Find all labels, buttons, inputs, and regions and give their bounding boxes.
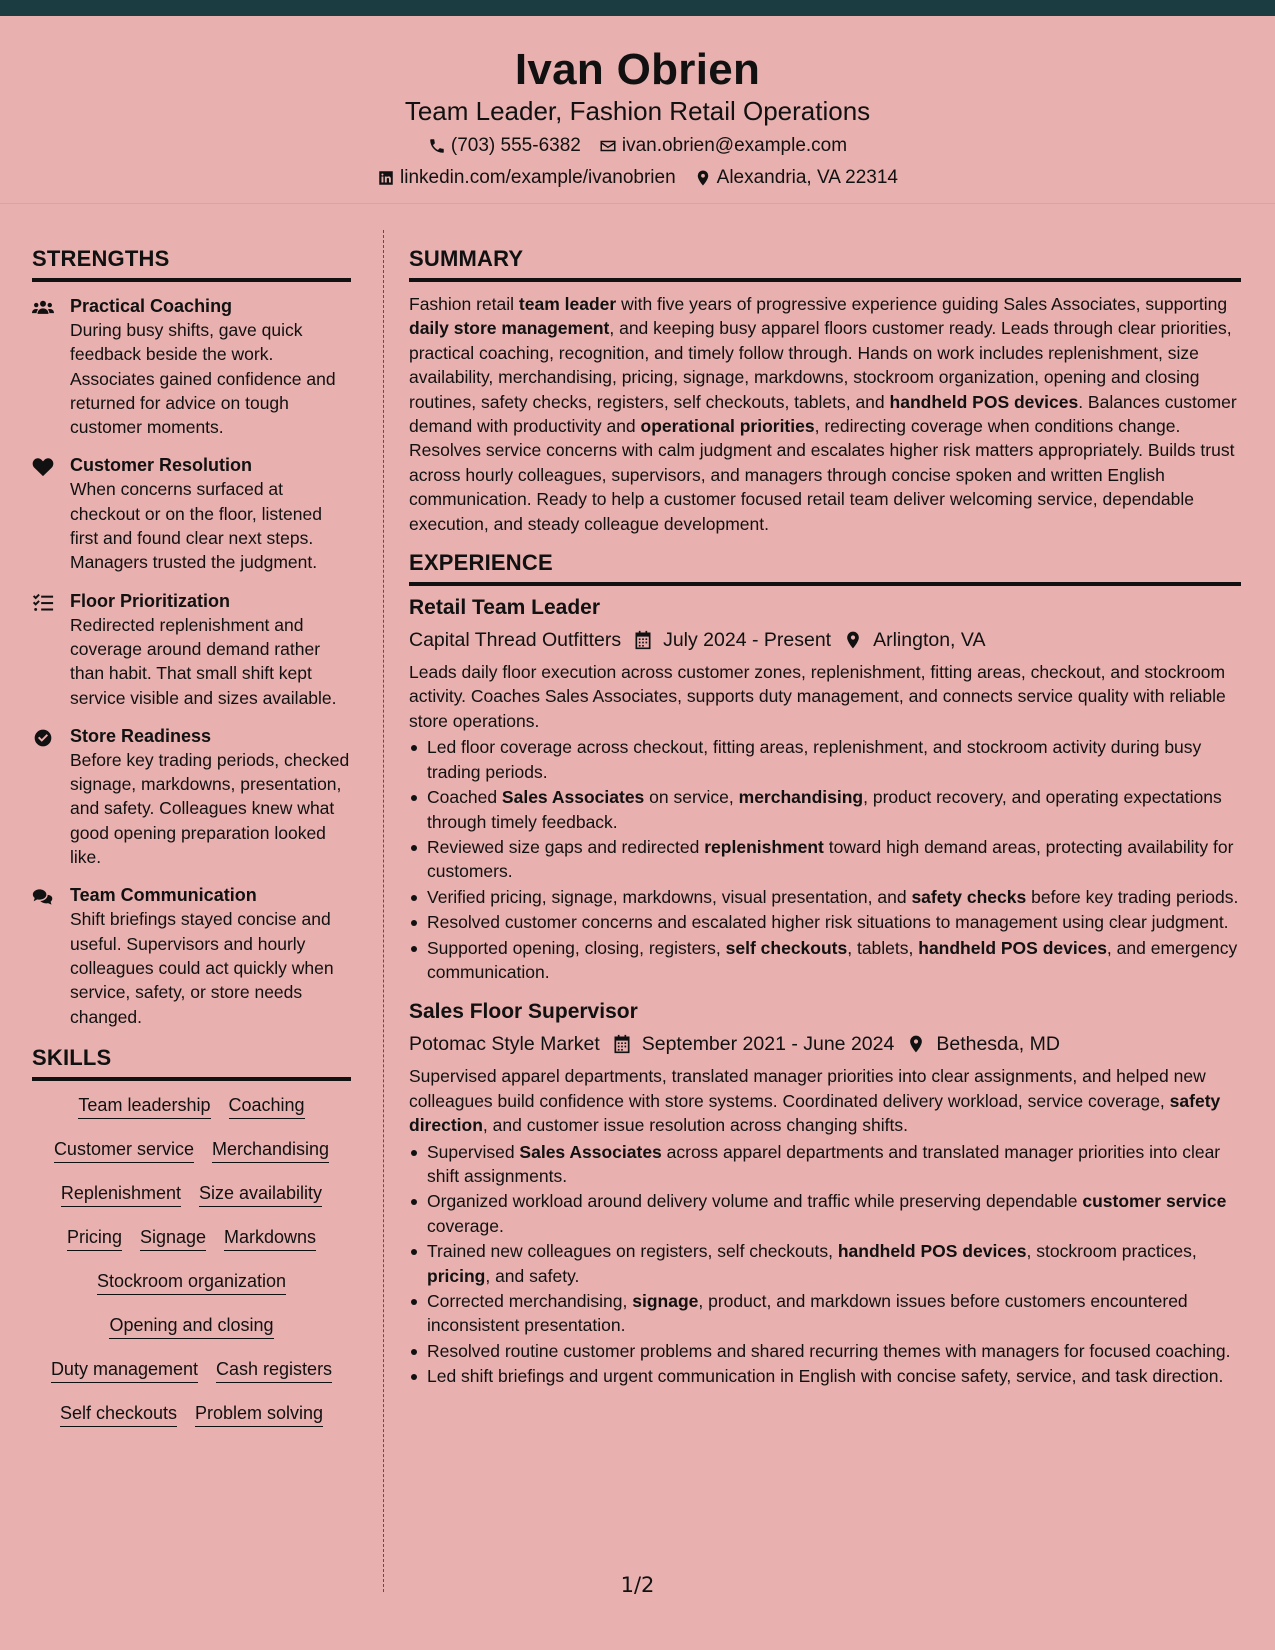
check-circle-icon [32,728,54,748]
right-column [409,244,1241,1390]
skill-tag: Customer service [54,1137,194,1163]
phone-icon [428,137,446,155]
job-dates: September 2021 - June 2024 [641,1033,895,1056]
skill-tag: Self checkouts [60,1401,177,1427]
strength-title: Floor Prioritization [70,590,230,611]
job-bullet: Supported opening, closing, registers, self checkouts, tablets, handheld POS devices, and emergency communication. [409,936,1241,985]
calendar-icon [633,630,653,650]
phone-contact[interactable] [428,134,581,158]
job-bullets [409,1140,1241,1389]
skills-list [32,1093,351,1427]
job-bullet: Resolved customer concerns and escalated higher risk situations to management using clear judgment. [409,910,1241,934]
linkedin-icon [377,169,395,187]
strength-item [32,883,351,1028]
strength-item [32,724,351,869]
strength-title: Customer Resolution [70,455,253,476]
job-bullet: Supervised Sales Associates across apparel departments and translated manager priorities into clear shift assignments. [409,1140,1241,1189]
job-bullets [409,735,1241,984]
job-bullet: Reviewed size gaps and redirected replenishment toward high demand areas, protecting availability for customers. [409,835,1241,884]
strength-title: Team Communication [70,885,257,906]
summary-section [409,244,1241,536]
job-dates: July 2024 - Present [663,629,832,652]
skill-tag: Pricing [67,1225,122,1251]
job-entry [409,594,1241,984]
location-contact [694,166,898,190]
skill-tag: Team leadership [78,1093,210,1119]
comments-icon [32,887,54,907]
skill-tag: Problem solving [195,1401,323,1427]
phone-text: (703) 555-6382 [450,135,581,156]
email-contact[interactable] [599,134,847,158]
heart-icon [32,457,54,477]
job-meta [409,626,1241,654]
job-bullet: Verified pricing, signage, markdowns, visual presentation, and safety checks before key trading periods. [409,885,1241,909]
summary-text: Fashion retail team leader with five years of progressive experience guiding Sales Associates, supporting daily store management, and keeping busy apparel floors customer ready. Leads through clear priorities, practical coaching, recognition, and timely follow through. Hands on work includes replenishment, size availability, merchandising, pricing, signage, markdowns, stockroom organization, opening and closing routines, safety checks, registers, self checkouts, tablets, and handheld POS devices. Balances customer demand with productivity and operational priorities, redirecting coverage when conditions change. Resolves service concerns with calm judgment and escalates higher risk matters appropriately. Builds trust across hourly colleagues, supervisors, and managers through concise spoken and written English communication. Ready to help a customer focused retail team deliver welcoming service, dependable execution, and steady colleague development. [409,294,1237,534]
job-location: Arlington, VA [873,629,986,652]
job-bullet: Organized workload around delivery volume and traffic while preserving dependable customer service coverage. [409,1189,1241,1238]
top-bar [0,0,1275,16]
strengths-heading: STRENGTHS [32,244,351,282]
strength-text: Redirected replenishment and coverage around demand rather than habit. That small shift kept service visible and sizes available. [70,614,337,708]
skills-heading: SKILLS [32,1043,351,1081]
strength-item [32,589,351,710]
job-bullet: Resolved routine customer problems and shared recurring themes with managers for focused coaching. [409,1339,1241,1363]
skill-tag: Cash registers [216,1357,332,1383]
job-description: Supervised apparel departments, translated manager priorities into clear assignments, and helped new colleagues build confidence with store systems. Coordinated delivery workload, service coverage, safety direction, and customer issue resolution across changing shifts. [409,1066,1221,1136]
strengths-section [32,244,351,1029]
linkedin-contact[interactable] [377,166,676,190]
contact-row-2 [0,166,1275,190]
header-separator [0,203,1275,204]
job-bullet: Led shift briefings and urgent communication in English with concise safety, service, and task direction. [409,1364,1241,1388]
job-bullet: Led floor coverage across checkout, fitting areas, replenishment, and stockroom activity during busy trading periods. [409,735,1241,784]
skill-tag: Opening and closing [109,1313,273,1339]
job-company: Capital Thread Outfitters [409,629,622,652]
skill-tag: Markdowns [224,1225,316,1251]
list-check-icon [32,593,54,613]
job-location: Bethesda, MD [936,1033,1060,1056]
contact-row-1 [0,134,1275,158]
job-meta [409,1030,1241,1058]
left-column [32,244,351,1427]
skills-section [32,1043,351,1427]
strength-title: Practical Coaching [70,296,233,316]
skill-tag: Replenishment [61,1181,181,1207]
candidate-headline: Team Leader, Fashion Retail Operations [404,96,871,126]
calendar-icon [612,1034,632,1054]
experience-section [409,548,1241,1389]
candidate-name: Ivan Obrien [514,45,761,94]
map-pin-icon [694,169,712,187]
linkedin-text: linkedin.com/example/ivanobrien [400,167,676,188]
users-icon [32,298,54,318]
job-entry [409,998,1241,1388]
skill-tag: Size availability [199,1181,322,1207]
strength-text: During busy shifts, gave quick feedback beside the work. Associates gained confidence and returned for advice on tough customer moments. [70,320,336,438]
job-company: Potomac Style Market [409,1033,600,1056]
skill-tag: Coaching [229,1093,305,1119]
experience-heading: EXPERIENCE [409,548,1241,586]
job-bullet: Coached Sales Associates on service, merchandising, product recovery, and operating expectations through timely feedback. [409,785,1241,834]
job-title: Retail Team Leader [409,596,601,620]
strength-text: Shift briefings stayed concise and useful. Supervisors and hourly colleagues could act quickly when service, safety, or store needs changed. [70,909,334,1027]
job-description: Leads daily floor execution across customer zones, replenishment, fitting areas, checkout, and stockroom activity. Coaches Sales Associates, supports duty management, and connects service quality with reliable store operations. [409,662,1226,731]
skill-tag: Merchandising [212,1137,329,1163]
strength-text: When concerns surfaced at checkout or on the floor, listened first and found clear next steps. Managers trusted the judgment. [70,479,322,573]
summary-heading: SUMMARY [409,244,1241,282]
column-divider [383,230,384,1592]
strength-item [32,294,351,439]
map-pin-icon [906,1034,926,1054]
strengths-list [32,294,351,1029]
skill-tag: Stockroom organization [97,1269,286,1295]
email-text: ivan.obrien@example.com [621,135,848,156]
skill-tag: Signage [140,1225,206,1251]
envelope-icon [599,137,617,155]
strength-item [32,453,351,574]
location-text: Alexandria, VA 22314 [716,167,898,188]
job-bullet: Trained new colleagues on registers, self checkouts, handheld POS devices, stockroom practices, pricing, and safety. [409,1239,1241,1288]
strength-title: Store Readiness [70,725,212,746]
job-title: Sales Floor Supervisor [409,1000,638,1024]
strength-text: Before key trading periods, checked signage, markdowns, presentation, and safety. Colleagues knew what good opening preparation looked like. [70,749,350,868]
skill-tag: Duty management [51,1357,198,1383]
page-number: 1/2 [620,1573,655,1597]
resume-header [0,16,1275,204]
job-bullet: Corrected merchandising, signage, product, and markdown issues before customers encountered inconsistent presentation. [409,1289,1241,1338]
map-pin-icon [843,630,863,650]
